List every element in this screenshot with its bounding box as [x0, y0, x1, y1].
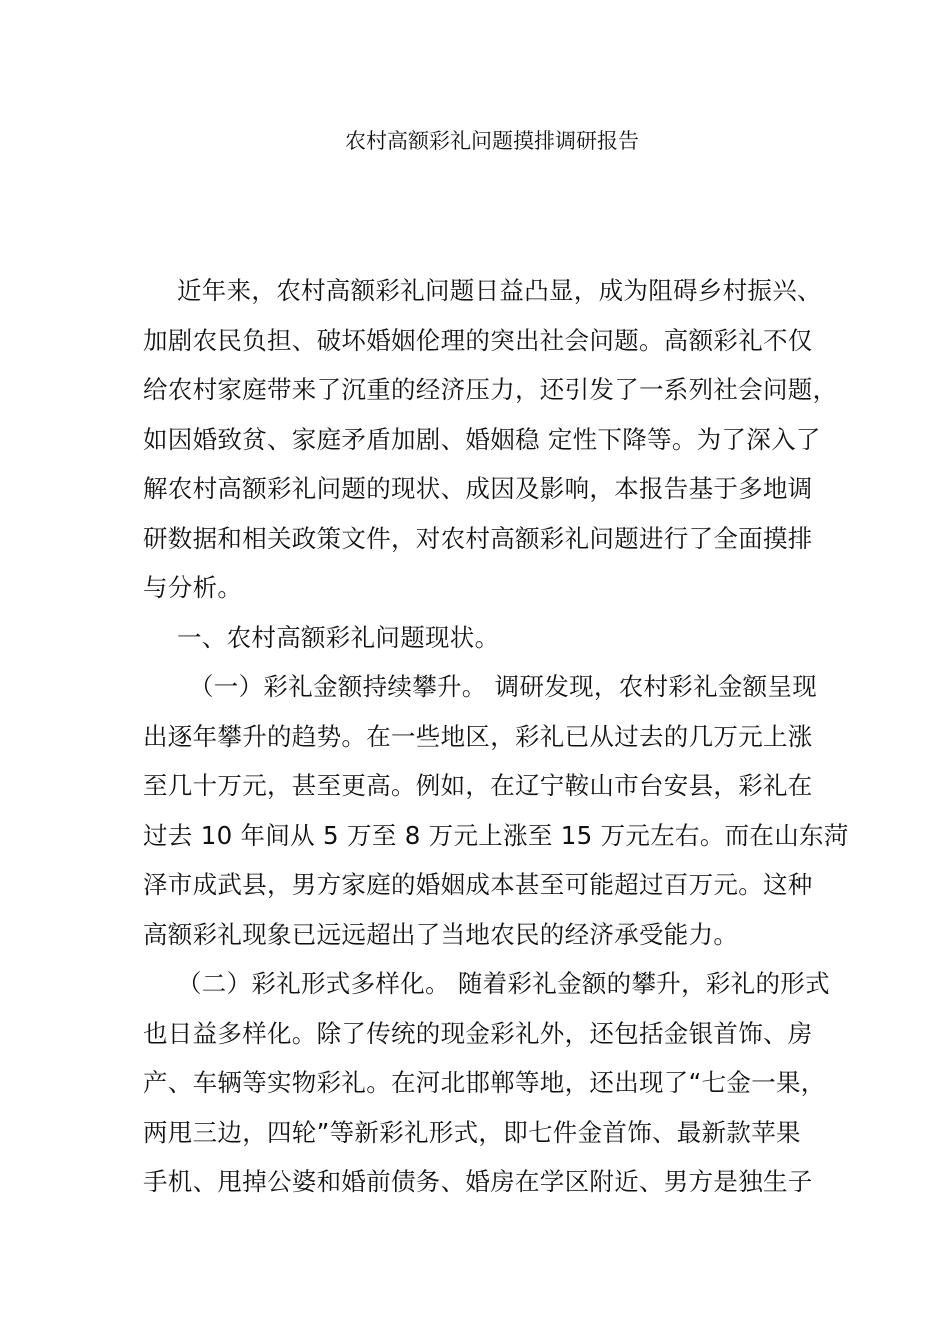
paragraph-line: （一）彩礼金额持续攀升。 调研发现，农村彩礼金额呈现 [189, 672, 818, 701]
paragraph-line: 解农村高额彩礼问题的现状、成因及影响，本报告基于多地调 [143, 474, 813, 503]
paragraph-line: 手机、甩掉公婆和婚前债务、婚房在学区附近、男方是独生子 [143, 1167, 813, 1196]
paragraph-line: 研数据和相关政策文件，对农村高额彩礼问题进行了全面摸排 [143, 523, 813, 553]
section-heading: 一、农村高额彩礼问题现状。 [177, 622, 500, 652]
paragraph-line: 与分析。 [143, 573, 243, 602]
paragraph-line: 至几十万元，甚至更高。例如，在辽宁鞍山市台安县，彩礼在 [143, 771, 813, 800]
document-body [143, 266, 849, 1207]
paragraph-line: 两甩三边，四轮”等新彩礼形式，即七件金首饰、最新款苹果 [143, 1117, 801, 1147]
paragraph-line: （二）彩礼形式多样化。 随着彩礼金额的攀升，彩礼的形式 [177, 969, 830, 998]
document-title: 农村高额彩礼问题摸排调研报告 [345, 129, 639, 153]
paragraph-line: 也日益多样化。除了传统的现金彩礼外，还包括金银首饰、房 [143, 1018, 813, 1048]
paragraph-line: 高额彩礼现象已远远超出了当地农民的经济承受能力。 [143, 919, 739, 949]
paragraph-line: 加剧农民负担、破坏婚姻伦理的突出社会问题。高额彩礼不仅 [143, 325, 813, 355]
paragraph-line: 近年来，农村高额彩礼问题日益凸显，成为阻碍乡村振兴、 [177, 276, 822, 305]
paragraph-line: 产、车辆等实物彩礼。在河北邯郸等地，还出现了“七金一果， [143, 1068, 826, 1097]
paragraph-line: 泽市成武县，男方家庭的婚姻成本甚至可能超过百万元。这种 [143, 870, 813, 899]
paragraph-line: 出逐年攀升的趋势。在一些地区，彩礼已从过去的几万元上涨 [143, 721, 813, 751]
paragraph-line: 如因婚致贫、家庭矛盾加剧、婚姻稳 定性下降等。为了深入了 [143, 424, 821, 454]
paragraph-line: 给农村家庭带来了沉重的经济压力，还引发了一系列社会问题， [143, 375, 838, 404]
paragraph-line: 过去 10 年间从 5 万至 8 万元上涨至 15 万元左右。而在山东菏 [143, 820, 849, 850]
